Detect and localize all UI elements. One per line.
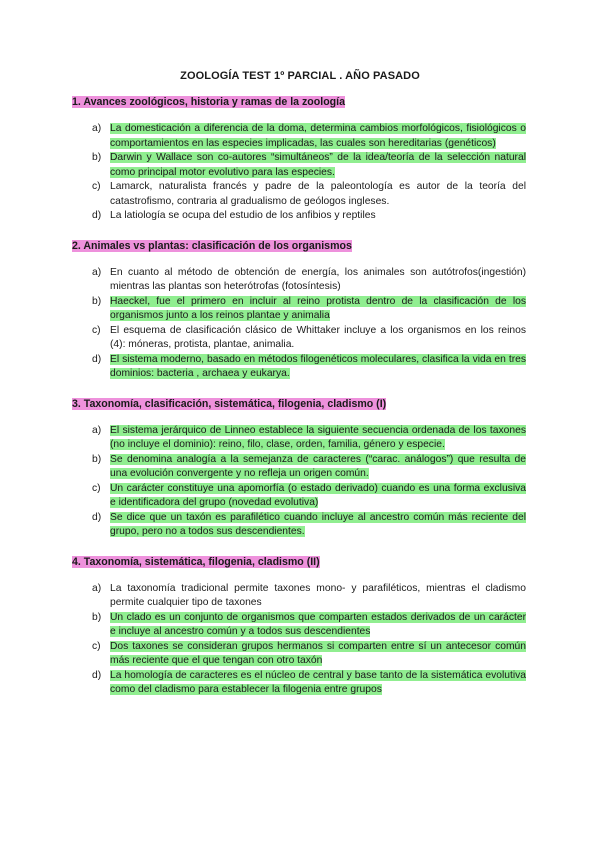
- answer-option: [72, 640, 528, 669]
- option-text-block: [110, 151, 528, 180]
- section-title: [72, 398, 528, 410]
- option-marker: a): [92, 582, 102, 594]
- option-marker: c): [92, 640, 101, 652]
- option-text-correct: Darwin y Wallace son co-autores “simultáneos” de la idea/teoría de la selección natural como principal motor evolutivo para las especies.: [110, 152, 526, 178]
- answer-option: [72, 151, 528, 180]
- option-text-correct: La domesticación a diferencia de la doma, determina cambios morfológicos, fisiológicos o comportamientos en las especies implicadas, las cuales son hereditarias (genéticos): [110, 123, 526, 149]
- option-marker: c): [92, 181, 101, 192]
- section-title-text: 4. Taxonomía, sistemática, filogenia, cladismo (II): [72, 555, 320, 568]
- option-text-block: [110, 669, 528, 698]
- option-text-block: [110, 511, 528, 540]
- section-title-text: 1. Avances zoológicos, historia y ramas de la zoología: [72, 96, 345, 108]
- answer-option: [72, 122, 528, 151]
- answer-option: [72, 353, 528, 382]
- option-marker: b): [92, 611, 102, 623]
- option-text-correct: Un carácter constituye una apomorfía (o estado derivado) cuando es una forma exclusiva e identificadora del grupo (novedad evolutiva): [110, 482, 526, 508]
- answer-option: [72, 180, 528, 209]
- section-title-text: 2. Animales vs plantas: clasificación de los organismos: [72, 239, 352, 252]
- option-text-correct: La homología de caracteres es el núcleo de central y base tanto de la sistemática evolutiva como del cladismo para establecer la filogenia entre grupos: [110, 669, 526, 695]
- option-text-block: [110, 453, 528, 482]
- option-text-block: [110, 353, 528, 382]
- answer-option: [72, 209, 528, 224]
- option-text-block: [110, 424, 528, 453]
- option-text-correct: Haeckel, fue el primero en incluir al reino protista dentro de la clasificación de los organismos junto a los reinos plantae y animalia: [110, 295, 526, 321]
- question-section: [72, 556, 528, 698]
- option-text: En cuanto al método de obtención de energía, los animales son autótrofos(ingestión) mientras las plantas son heterótrofas (fotosíntesis): [110, 266, 526, 292]
- option-marker: a): [92, 266, 102, 278]
- option-text: La taxonomía tradicional permite taxones mono- y parafiléticos, mientras el cladismo permite cualquier tipo de taxones: [110, 582, 526, 608]
- answer-option: [72, 669, 528, 698]
- option-text-block: [110, 266, 528, 295]
- option-marker: b): [92, 295, 102, 307]
- answer-option: [72, 295, 528, 324]
- answer-option: [72, 266, 528, 295]
- option-text-block: [110, 582, 528, 611]
- question-section: [72, 96, 528, 224]
- section-title: [72, 556, 528, 568]
- answer-option: [72, 482, 528, 511]
- answer-list: [72, 424, 528, 540]
- option-text-block: [110, 324, 528, 353]
- sections-container: [72, 96, 528, 698]
- option-marker: b): [92, 152, 102, 163]
- answer-option: [72, 424, 528, 453]
- option-text-block: [110, 611, 528, 640]
- answer-option: [72, 582, 528, 611]
- option-text-block: [110, 209, 528, 224]
- option-marker: d): [92, 511, 102, 523]
- option-marker: a): [92, 123, 102, 134]
- option-marker: b): [92, 453, 102, 465]
- option-marker: d): [92, 210, 102, 221]
- option-text-block: [110, 295, 528, 324]
- option-text-block: [110, 640, 528, 669]
- option-marker: c): [92, 482, 101, 494]
- option-text: La latiología se ocupa del estudio de los anfibios y reptiles: [110, 210, 376, 221]
- option-text-correct: Un clado es un conjunto de organismos que comparten estados derivados de un carácter e incluye al ancestro común y a todos sus descendientes: [110, 611, 526, 637]
- answer-option: [72, 324, 528, 353]
- option-text-correct: Se denomina analogía a la semejanza de caracteres (“carac. análogos”) que resulta de una evolución convergente y no refleja un origen común.: [110, 453, 526, 479]
- option-text-block: [110, 122, 528, 151]
- option-text: Lamarck, naturalista francés y padre de la paleontología es autor de la teoría del catastrofismo, contraria al gradualismo de geólogos ingleses.: [110, 181, 526, 207]
- answer-option: [72, 611, 528, 640]
- option-text: El esquema de clasificación clásico de Whittaker incluye a los organismos en los reinos (4): móneras, protista, plantae, animalia.: [110, 324, 526, 350]
- answer-option: [72, 511, 528, 540]
- answer-list: [72, 266, 528, 382]
- answer-option: [72, 453, 528, 482]
- option-marker: a): [92, 424, 102, 436]
- answer-list: [72, 582, 528, 698]
- option-text-correct: El sistema jerárquico de Linneo establece la siguiente secuencia ordenada de los taxones (no incluye el dominio): reino, filo, clase, orden, familia, género y especie.: [110, 424, 526, 450]
- document-title: ZOOLOGÍA TEST 1º PARCIAL . AÑO PASADO: [180, 70, 420, 82]
- section-title: [72, 240, 528, 252]
- option-text-correct: Dos taxones se consideran grupos hermanos si comparten entre sí un antecesor común más reciente que el que tengan con otro taxón: [110, 640, 526, 666]
- question-section: [72, 240, 528, 382]
- option-marker: c): [92, 324, 101, 336]
- question-section: [72, 398, 528, 540]
- option-text-block: [110, 180, 528, 209]
- option-text-block: [110, 482, 528, 511]
- option-text-correct: Se dice que un taxón es parafilético cuando incluye al ancestro común más reciente del grupo, pero no a todos sus descendientes.: [110, 511, 526, 537]
- option-marker: d): [92, 353, 102, 365]
- section-title-text: 3. Taxonomía, clasificación, sistemática, filogenia, cladismo (I): [72, 397, 387, 410]
- option-text-correct: El sistema moderno, basado en métodos filogenéticos moleculares, clasifica la vida en tres dominios: bacteria , archaea y eukarya.: [110, 353, 526, 379]
- section-title: [72, 96, 528, 108]
- answer-list: [72, 122, 528, 224]
- option-marker: d): [92, 669, 102, 681]
